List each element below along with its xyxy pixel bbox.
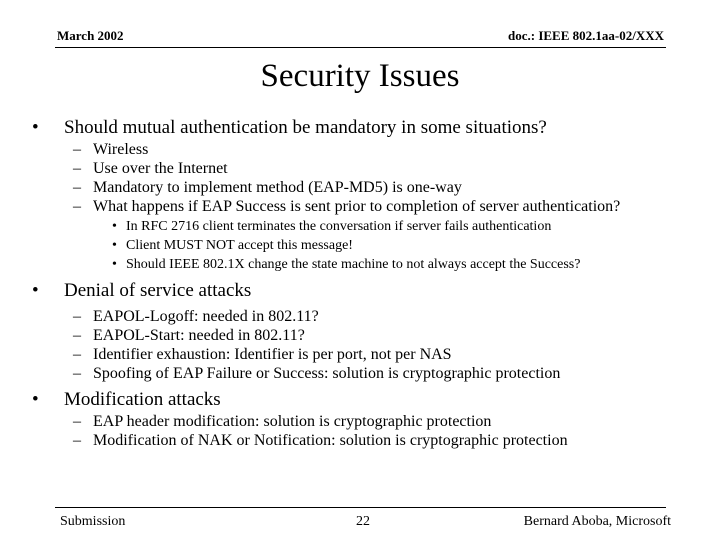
sub-bullet-text: EAP header modification: solution is cryptographic protection <box>93 413 492 430</box>
sub-bullet <box>32 364 692 383</box>
sub-bullet <box>32 431 692 450</box>
sub-bullet <box>32 326 692 345</box>
sub-bullet-text: Mandatory to implement method (EAP-MD5) is one-way <box>93 179 462 196</box>
sub-sub-bullet <box>32 217 692 236</box>
header-rule <box>55 47 666 48</box>
bullet-text: Denial of service attacks <box>64 280 252 301</box>
sub-sub-bullet <box>32 236 692 255</box>
dash-marker: – <box>73 413 81 430</box>
sub-sub-bullet-text: In RFC 2716 client terminates the conversation if server fails authentication <box>126 219 552 234</box>
dash-marker: – <box>73 365 81 382</box>
sub-bullet <box>32 345 692 364</box>
dash-marker: – <box>73 308 81 325</box>
sub-bullet <box>32 178 692 197</box>
bullet-modification-attacks <box>32 389 692 411</box>
bullet-marker: • <box>112 219 117 234</box>
dash-marker: – <box>73 327 81 344</box>
sub-sub-bullet <box>32 255 692 274</box>
bullet-marker: • <box>32 389 39 410</box>
dash-marker: – <box>73 432 81 449</box>
sub-bullet-text: Identifier exhaustion: Identifier is per port, not per NAS <box>93 346 452 363</box>
sub-bullet-text: EAPOL-Logoff: needed in 802.11? <box>93 308 319 325</box>
sub-bullet <box>32 197 633 216</box>
header-date: March 2002 <box>57 28 124 43</box>
sub-sub-bullet-text: Should IEEE 802.1X change the state machine to not always accept the Success? <box>126 257 581 272</box>
bullet-text: Modification attacks <box>64 389 221 410</box>
sub-bullet <box>32 307 692 326</box>
footer-rule <box>55 507 666 508</box>
bullet-marker: • <box>112 238 117 253</box>
bullet-text: Should mutual authentication be mandatory in some situations? <box>64 117 547 138</box>
bullet-marker: • <box>112 257 117 272</box>
sub-bullet-text: What happens if EAP Success is sent prior to completion of server authentication? <box>93 198 621 215</box>
sub-bullet-text: Modification of NAK or Notification: solution is cryptographic protection <box>93 432 568 449</box>
footer-submission: Submission <box>60 514 126 529</box>
dash-marker: – <box>73 160 81 177</box>
header-doc-id: doc.: IEEE 802.1aa-02/XXX <box>507 28 664 43</box>
dash-marker: – <box>73 198 81 215</box>
sub-bullet <box>32 412 692 431</box>
dash-marker: – <box>73 141 81 158</box>
sub-sub-bullet-text: Client MUST NOT accept this message! <box>126 238 353 253</box>
sub-bullet <box>32 159 692 178</box>
sub-bullet-text: EAPOL-Start: needed in 802.11? <box>93 327 305 344</box>
dash-marker: – <box>73 179 81 196</box>
slide-content <box>32 117 692 450</box>
bullet-marker: • <box>32 280 39 301</box>
slide-title: Security Issues <box>260 58 460 94</box>
dash-marker: – <box>73 346 81 363</box>
sub-bullet-text: Wireless <box>93 141 149 158</box>
bullet-mutual-auth <box>32 117 692 139</box>
bullet-marker: • <box>32 117 39 138</box>
footer-page-number: 22 <box>356 514 370 529</box>
sub-bullet-text: Spoofing of EAP Failure or Success: solution is cryptographic protection <box>93 365 561 382</box>
bullet-denial-of-service <box>32 280 692 302</box>
sub-bullet-text: Use over the Internet <box>93 160 228 177</box>
footer-author: Bernard Aboba, Microsoft <box>523 514 671 529</box>
sub-bullet <box>32 140 692 159</box>
